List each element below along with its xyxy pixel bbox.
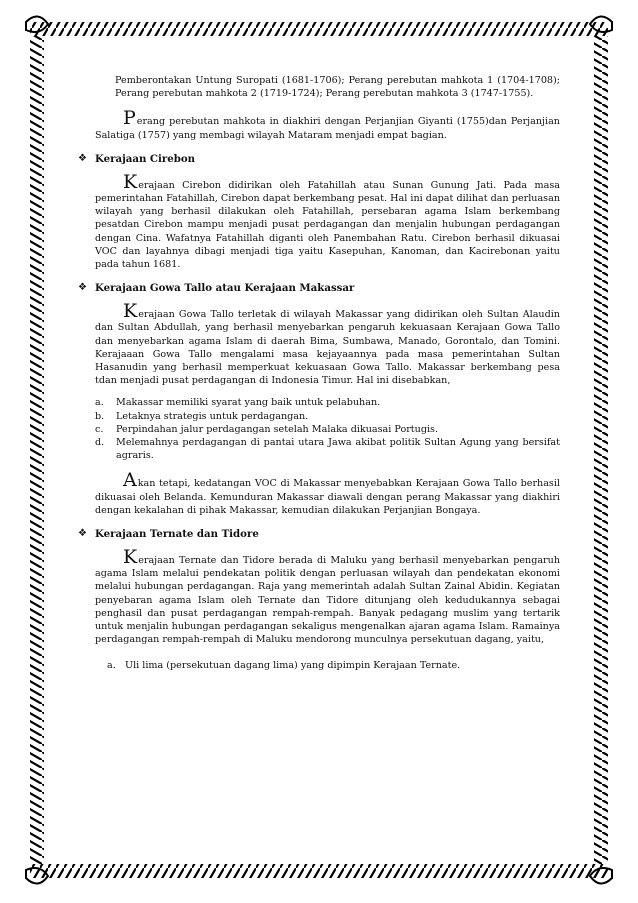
list-item: a. Uli lima (persekutuan dagang lima) yang dipimpin Kerajaan Ternate. xyxy=(107,659,461,671)
drop-cap: A xyxy=(123,469,137,492)
section-heading-cirebon: ❖ Kerajaan Cirebon xyxy=(78,152,196,165)
drop-cap: K xyxy=(123,170,138,193)
document-body xyxy=(78,74,560,672)
gowa-tallo-paragraph: Kerajaan Gowa Tallo terletak di wilayah Makassar yang didirikan oleh Sultan Alaudin dan Sultan Abdullah, yang berhasil menyebarkan pengaruh kekuasaan Kerajaan Gowa Tallo dan menyebarkan agama Islam di daerah Bima, Sumbawa, Manado, Gorontalo, dan Tomini. Kerajaaan Gowa Tallo mengalami masa kejayaannya pada masa pemerintahan Sultan Hasanudin yang berhasil memperkuat kekuasaan Gowa Tallo. Makassar berkembang pesa tdan menjadi pusat perdagangan di Indonesia Timur. Hal ini disebabkan, xyxy=(95,300,560,387)
diamond-bullet-icon: ❖ xyxy=(78,282,87,294)
diamond-bullet-icon: ❖ xyxy=(78,152,87,164)
list-item: b. Letaknya strategis untuk perdagangan. xyxy=(95,410,309,422)
section-heading-ternate-tidore: ❖ Kerajaan Ternate dan Tidore xyxy=(78,528,259,541)
drop-cap: P xyxy=(123,107,136,130)
alliance-list xyxy=(95,659,560,672)
drop-cap: K xyxy=(123,546,138,569)
cirebon-paragraph: Kerajaan Cirebon didirikan oleh Fatahillah atau Sunan Gunung Jati. Pada masa pemerintahan Fatahillah, Cirebon dapat berkembang pesat. Hal ini dapat dilihat dan perluasan wilayah yang berhasil dilakukan oleh Fatahillah, persebaran agama Islam berkembang pesatdan Cirebon mampu menjadi pusat perdagangan dan menjalin hubungan perdagangan dengan Cina. Wafatnya Fatahillah diganti oleh Panembahan Ratu. Cirebon berhasil dikuasai VOC dan layahnya dibagi menjadi tiga yaitu Kasepuhan, Kanoman, dan Kacirebonan yaitu pada tahun 1681. xyxy=(95,170,560,271)
list-item: c. Perpindahan jalur perdagangan setelah Malaka dikuasai Portugis. xyxy=(95,423,439,435)
list-item: a. Makassar memiliki syarat yang baik untuk pelabuhan. xyxy=(95,397,381,409)
drop-cap: K xyxy=(123,300,138,323)
section-heading-gowa-tallo: ❖ Kerajaan Gowa Tallo atau Kerajaan Makassar xyxy=(78,282,355,295)
intro-paragraph: Perang perebutan mahkota in diakhiri dengan Perjanjian Giyanti (1755)dan Perjanjian Salatiga (1757) yang membagi wilayah Mataram menjadi empat bagian. xyxy=(95,107,560,141)
ternate-tidore-paragraph: Kerajaan Ternate dan Tidore berada di Maluku yang berhasil menyebarkan pengaruh agama Islam melalui pendekatan politik dengan perluasan wilayah dan pendekatan ekonomi melalui hubungan perdagangan. Raja yang memerintah adalah Sultan Zainal Abidin. Kegiatan penyebaran agama Islam oleh Ternate dan Tidore ditunjang oleh kedudukannya sebagai penghasil dan pusat perdagangan rempah-rempah. Banyak pedagang muslim yang tertarik untuk menjalin hubungan perdagangan sekaligus mengenalkan ajaran agama Islam. Ramainya perdagangan rempah-rempah di Maluku mendorong munculnya persekutuan dagang, yaitu, xyxy=(95,546,560,646)
diamond-bullet-icon: ❖ xyxy=(78,528,87,540)
list-item: d. Melemahnya perdagangan di pantai utara Jawa akibat politik Sultan Agung yang bersifat agraris. xyxy=(95,437,560,462)
gowa-tallo-decline-paragraph: Akan tetapi, kedatangan VOC di Makassar menyebabkan Kerajaan Gowa Tallo berhasil dikuasai oleh Belanda. Kemunduran Makassar diawali dengan perang Makassar yang diakhiri dengan kekalahan di pihak Makassar, kemudian dilakukan Perjanjian Bongaya. xyxy=(95,469,560,516)
continued-list-text: Pemberontakan Untung Suropati (1681-1706); Perang perebutan mahkota 1 (1704-1708); Perang perebutan mahkota 2 (1719-1724); Perang perebutan mahkota 3 (1747-1755). xyxy=(115,75,560,100)
reasons-list xyxy=(95,396,560,462)
